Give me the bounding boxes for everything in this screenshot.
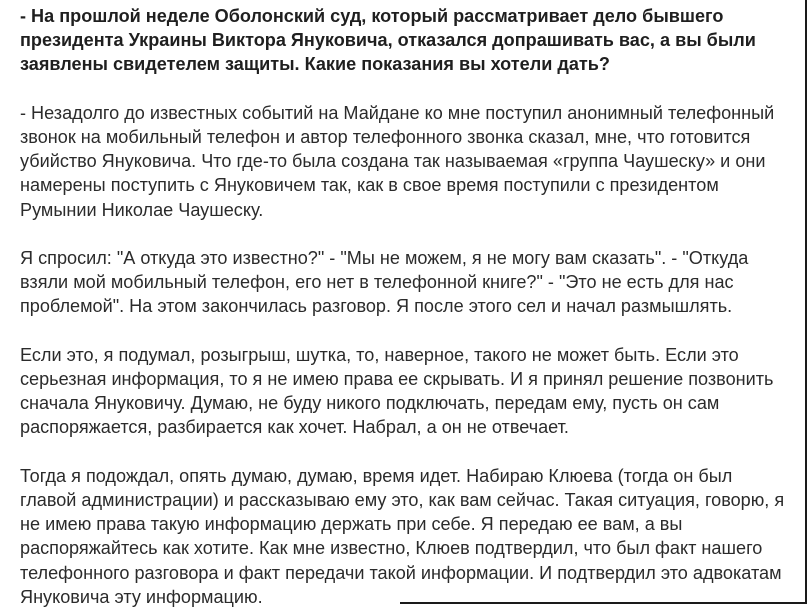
answer-paragraph-3: Если это, я подумал, розыгрыш, шутка, то, наверное, такого не может быть. Если это серьезная информация, то я не имею права ее скрывать. И я принял решение позвонить сначала Януковичу. Думаю, не буду никого подключать, передам ему, пусть он сам распоряжается, разбирается как хочет. Набрал, а он не отвечает. <box>20 344 774 438</box>
answer-paragraph-4: Тогда я подождал, опять думаю, думаю, время идет. Набираю Клюева (тогда он был главой администрации) и рассказываю ему это, как вам сейчас. Такая ситуация, говорю, я не имею права такую информацию держать при себе. Я передаю ее вам, а вы распоряжайтесь как хотите. Как мне известно, Клюев подтвердил, что был факт нашего телефонного разговора и факт передачи такой информации. И подтвердил это адвокатам Януковича эту информацию. <box>20 465 785 607</box>
answer-paragraph-1: - Незадолго до известных событий на Майдане ко мне поступил анонимный телефонный звонок на мобильный телефон и автор телефонного звонка сказал, мне, что готовится убийство Януковича. Что где-то была создана так называемая «группа Чаушеску» и они намерены поступить с Януковичем так, как в свое время поступили с президентом Румынии Николае Чаушеску. <box>20 102 775 220</box>
interview-question: - На прошлой неделе Оболонский суд, который рассматривает дело бывшего президента Украины Виктора Януковича, отказался допрашивать вас, а вы были заявлены свидетелем защиты. Какие показания вы хотели дать? <box>20 6 756 75</box>
answer-paragraph-2: Я спросил: "А откуда это известно?" - "Мы не можем, я не могу вам сказать". - "Откуда взяли мой мобильный телефон, его нет в телефонной книге?" - "Это не есть для нас проблемой". На этом закончилась разговор. Я после этого сел и начал размышлять. <box>20 248 749 317</box>
